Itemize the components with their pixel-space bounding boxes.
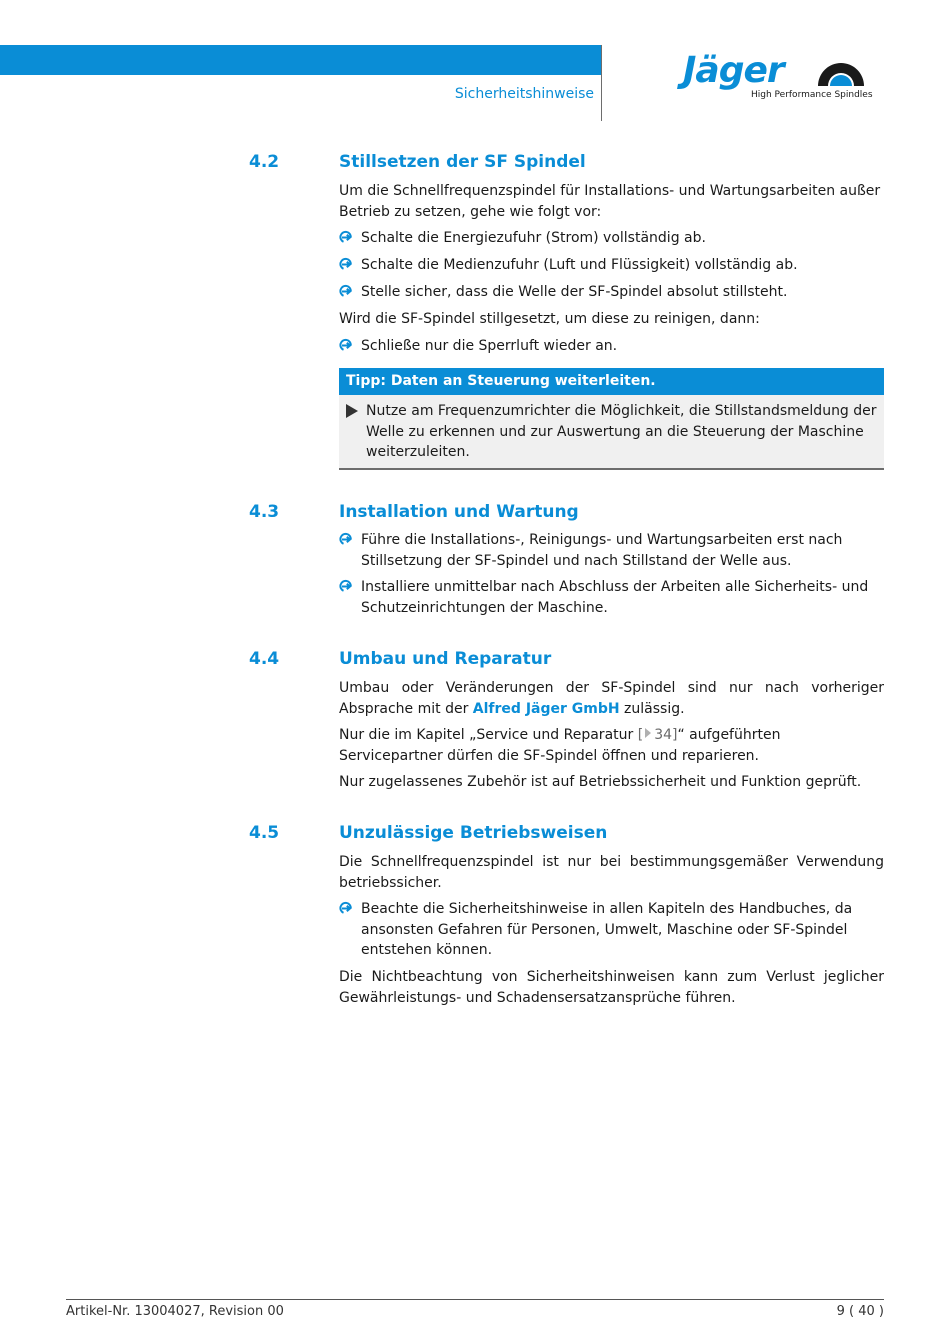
step-arrow-icon — [339, 336, 355, 356]
paragraph: Die Schnellfrequenzspindel ist nur bei bestimmungsgemäßer Verwendung betriebssicher. — [339, 854, 884, 891]
tip-box — [339, 368, 884, 470]
text-run: “ aufgeführten Servicepartner dürfen die SF-Spindel öffnen und reparieren. — [339, 727, 781, 764]
paragraph: Nur zugelassenes Zubehör ist auf Betriebssicherheit und Funktion geprüft. — [339, 774, 862, 790]
step-arrow-icon — [339, 577, 355, 597]
paragraph — [339, 678, 884, 719]
step-arrow-icon — [339, 282, 355, 302]
footer-divider — [66, 1299, 884, 1300]
paragraph: Die Nichtbeachtung von Sicherheitshinweisen kann zum Verlust jeglicher Gewährleistungs- und Schadensersatzansprüche führen. — [339, 969, 884, 1006]
tip-body — [339, 395, 884, 470]
logo-wordmark: Jäger — [683, 50, 784, 91]
tip-text: Nutze am Frequenzumrichter die Möglichkeit, die Stillstandsmeldung der Welle zu erkennen und zur Auswertung an die Steuerung der Maschine weiterzuleiten. — [366, 403, 877, 460]
instruction-step — [339, 577, 884, 618]
section-number: 4.5 — [249, 823, 280, 843]
step-arrow-icon — [339, 228, 355, 248]
company-logo — [683, 50, 873, 105]
paragraph — [339, 725, 884, 766]
text-run: Nur die im Kapitel „Service und Reparatur — [339, 727, 638, 743]
section-title: Unzulässige Betriebsweisen — [339, 823, 608, 843]
logo-tagline: High Performance Spindles — [751, 90, 873, 100]
text-run: Umbau oder Veränderungen der SF-Spindel sind nur nach vorheriger Absprache mit der — [339, 680, 884, 717]
page-number: 9 ( 40 ) — [836, 1304, 884, 1319]
step-arrow-icon — [339, 530, 355, 550]
step-text: Stelle sicher, dass die Welle der SF-Spindel absolut stillsteht. — [361, 284, 788, 300]
section-title: Umbau und Reparatur — [339, 649, 552, 669]
tip-title: Tipp: Daten an Steuerung weiterleiten. — [346, 373, 656, 389]
instruction-step — [339, 282, 884, 303]
step-text: Schalte die Energiezufuhr (Strom) vollständig ab. — [361, 230, 706, 246]
instruction-step — [339, 255, 884, 276]
step-text: Installiere unmittelbar nach Abschluss der Arbeiten alle Sicherheits- und Schutzeinrichtungen der Maschine. — [361, 579, 869, 616]
spindle-logo-icon — [816, 60, 866, 88]
step-arrow-icon — [339, 255, 355, 275]
section-title: Installation und Wartung — [339, 502, 579, 522]
section-number: 4.4 — [249, 649, 280, 669]
reference-arrow-icon — [645, 728, 651, 738]
step-text: Führe die Installations-, Reinigungs- und Wartungsarbeiten erst nach Stillsetzung der SF-Spindel und nach Stillstand der Welle aus. — [361, 532, 843, 569]
step-text: Schalte die Medienzufuhr (Luft und Flüssigkeit) vollständig ab. — [361, 257, 798, 273]
instruction-step — [339, 899, 884, 961]
section-number: 4.2 — [249, 152, 280, 172]
step-arrow-icon — [339, 899, 355, 919]
instruction-step — [339, 336, 884, 357]
header-divider — [601, 45, 602, 121]
instruction-step — [339, 228, 884, 249]
ref-page: 34] — [654, 727, 678, 743]
page-reference-link[interactable] — [638, 727, 678, 743]
section-number: 4.3 — [249, 502, 280, 522]
triangle-bullet-icon — [346, 404, 358, 418]
company-name: Alfred Jäger GmbH — [472, 700, 620, 717]
tip-header — [339, 368, 884, 395]
ref-bracket: [ — [637, 727, 644, 743]
instruction-step — [339, 530, 884, 571]
header-accent-bar — [0, 45, 601, 75]
text-run: zulässig. — [619, 700, 685, 717]
section-title: Stillsetzen der SF Spindel — [339, 152, 586, 172]
step-text: Schließe nur die Sperrluft wieder an. — [361, 338, 618, 354]
article-number: Artikel-Nr. 13004027, Revision 00 — [66, 1304, 284, 1319]
paragraph: Um die Schnellfrequenzspindel für Installations- und Wartungsarbeiten außer Betrieb zu setzen, gehe wie folgt vor: — [339, 183, 881, 220]
header-section-title: Sicherheitshinweise — [454, 86, 594, 102]
step-text: Beachte die Sicherheitshinweise in allen Kapiteln des Handbuches, da ansonsten Gefahren für Personen, Umwelt, Maschine oder SF-Spindel entstehen können. — [361, 901, 853, 958]
paragraph: Wird die SF-Spindel stillgesetzt, um diese zu reinigen, dann: — [339, 311, 760, 327]
